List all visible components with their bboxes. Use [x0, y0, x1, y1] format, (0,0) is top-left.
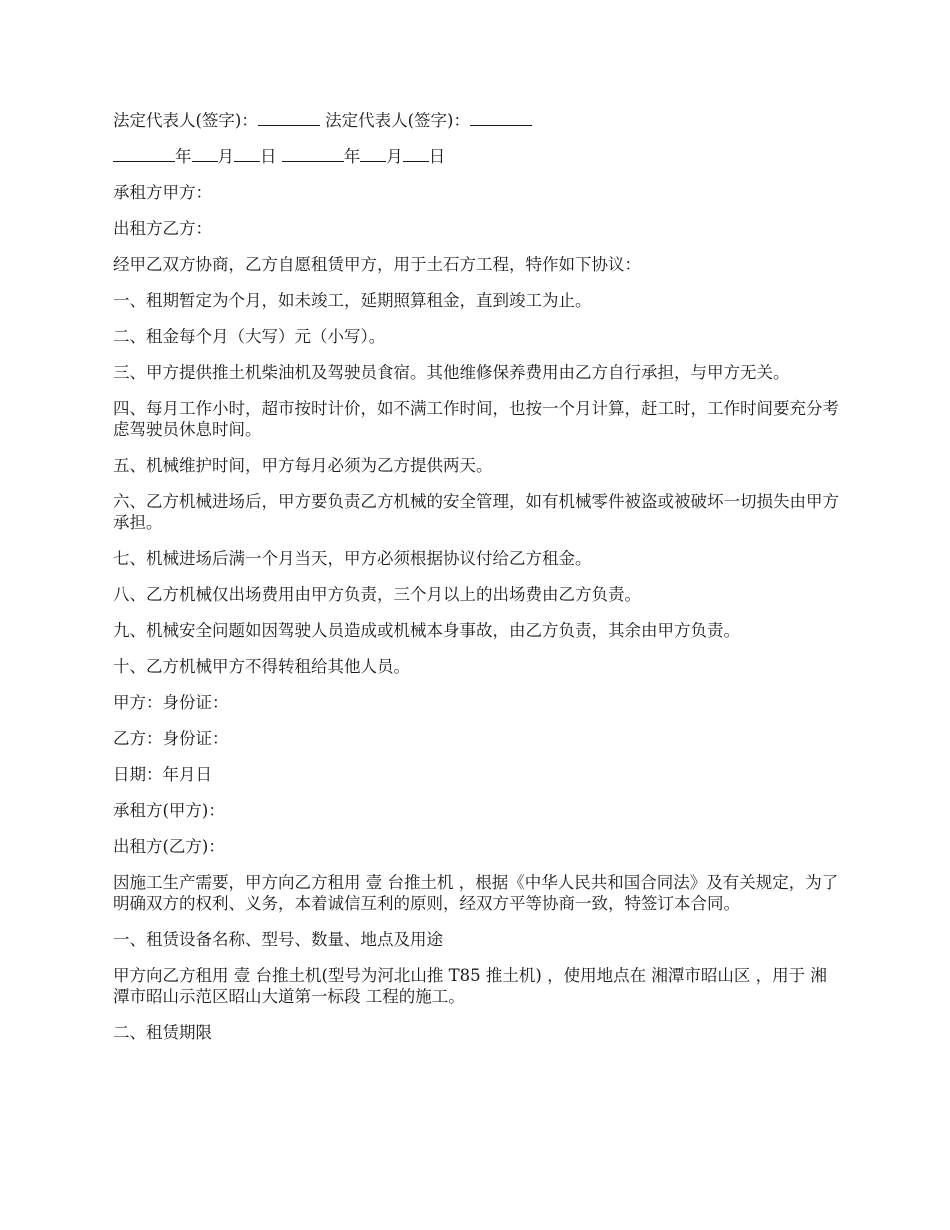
section-1-body: 甲方向乙方租用 壹 台推土机(型号为河北山推 T85 推土机) ，使用地点在 湘潭市昭山区 ，用于 湘潭市昭山示范区昭山大道第一标段 工程的施工。	[113, 966, 827, 1006]
clause-5: 五、机械维护时间，甲方每月必须为乙方提供两天。	[113, 456, 493, 475]
lessee-label: 承租方(甲方)：	[113, 801, 225, 820]
section-1-heading: 一、租赁设备名称、型号、数量、地点及用途	[113, 930, 443, 949]
date-line	[113, 146, 843, 167]
clause-10: 十、乙方机械甲方不得转租给其他人员。	[113, 657, 410, 676]
clause-3: 三、甲方提供推土机柴油机及驾驶员食宿。其他维修保养费用由乙方自行承担，与甲方无关。	[113, 363, 790, 382]
party-b-id: 乙方：身份证：	[113, 729, 229, 748]
signature-line	[113, 110, 843, 131]
year-blank-left	[113, 146, 175, 162]
party-a-id: 甲方：身份证：	[113, 693, 229, 712]
signature-blank-right	[470, 110, 532, 126]
clause-4: 四、每月工作小时，超市按时计价，如不满工作时间，也按一个月计算，赶工时，工作时间要充分考虑驾驶员休息时间。	[113, 399, 839, 439]
document-page	[113, 110, 843, 1058]
year-blank-right	[282, 146, 344, 162]
signature-blank-left	[258, 110, 320, 126]
clause-7: 七、机械进场后满一个月当天，甲方必须根据协议付给乙方租金。	[113, 549, 592, 568]
year-label-right: 年	[343, 147, 361, 166]
day-blank-left	[234, 146, 260, 162]
month-label-right: 月	[386, 147, 403, 166]
contract-preamble: 因施工生产需要，甲方向乙方租用 壹 台推土机 ，根据《中华人民共和国合同法》及有关规定，为了明确双方的权利、义务，本着诚信互利的原则，经双方平等协商一致，特签订本合同。	[113, 873, 839, 913]
legal-rep-label-right: 法定代表人(签字)：	[319, 111, 470, 130]
clause-2: 二、租金每个月（大写）元（小写）。	[113, 327, 386, 346]
date-field: 日期：年月日	[113, 765, 212, 784]
lessor-party-b: 出租方乙方：	[113, 219, 212, 238]
clause-9: 九、机械安全问题如因驾驶人员造成或机械本身事故，由乙方负责，其余由甲方负责。	[113, 621, 740, 640]
clause-6: 六、乙方机械进场后，甲方要负责乙方机械的安全管理，如有机械零件被盗或被破坏一切损失由甲方承担。	[113, 492, 839, 532]
day-blank-right	[403, 146, 429, 162]
month-label-left: 月	[217, 147, 234, 166]
lessor-label: 出租方(乙方)：	[113, 837, 225, 856]
section-2-heading: 二、租赁期限	[113, 1023, 212, 1042]
month-blank-left	[192, 146, 218, 162]
lessee-party-a: 承租方甲方：	[113, 183, 212, 202]
agreement-intro: 经甲乙双方协商，乙方自愿租赁甲方，用于土石方工程，特作如下协议：	[113, 255, 641, 274]
month-blank-right	[360, 146, 386, 162]
legal-rep-label-left: 法定代表人(签字)：	[113, 111, 258, 130]
clause-1: 一、租期暂定为个月，如未竣工，延期照算租金，直到竣工为止。	[113, 291, 592, 310]
clause-8: 八、乙方机械仅出场费用由甲方负责，三个月以上的出场费由乙方负责。	[113, 585, 641, 604]
year-label-left: 年	[175, 147, 192, 166]
day-label-left: 日	[260, 147, 277, 166]
day-label-right: 日	[428, 147, 446, 166]
